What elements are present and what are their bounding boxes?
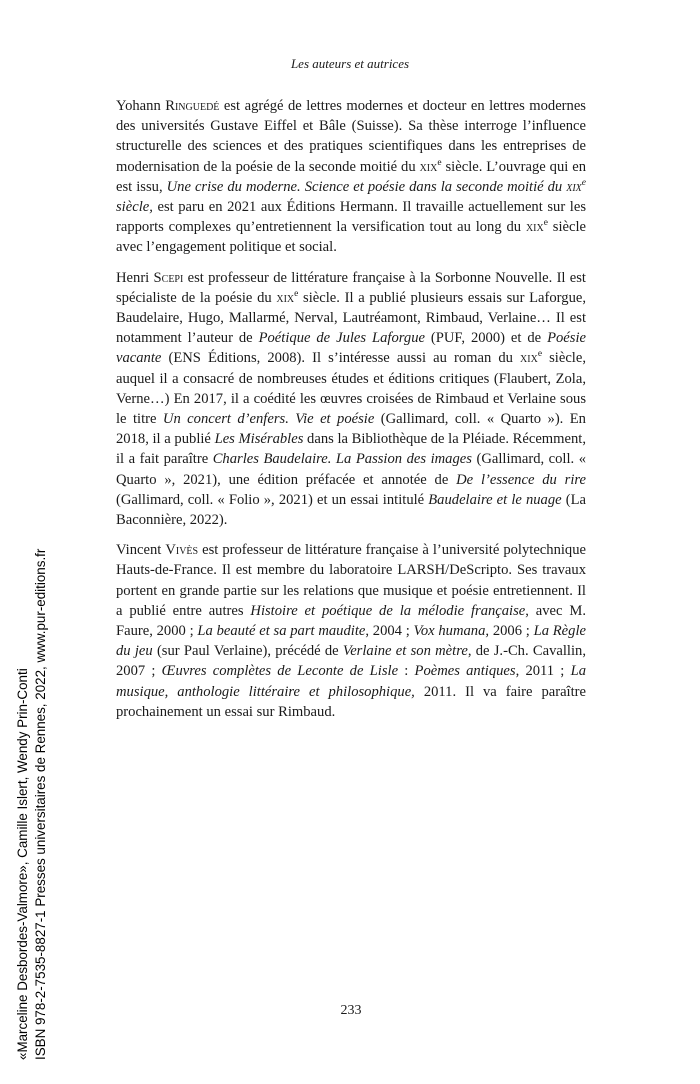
bio-vives <box>116 540 586 722</box>
book-title: Poésie vacante <box>116 330 586 367</box>
bio-scepi <box>116 268 586 531</box>
running-head: Les auteurs et autrices <box>290 56 410 71</box>
bio-text: siècle avec l’engagement politique et social. <box>116 219 587 256</box>
bio-text: est professeur de littérature française à la Sorbonne Nouvelle. Il est spécialiste de la poésie du <box>116 269 586 306</box>
book-title: Verlaine et son mètre <box>342 643 468 660</box>
author-last-name: Vivès <box>165 542 199 559</box>
bio-text: (Gallimard, coll. « Quarto », 2021), une édition préfacée et annotée de <box>116 451 587 488</box>
bio-text: , 2011 ; <box>515 663 571 680</box>
bio-text: (ENS Éditions, 2008). Il s’intéresse aussi au roman du <box>161 350 521 367</box>
copyright-sidebar <box>14 490 74 1060</box>
bio-text: : <box>398 663 415 680</box>
book-title: Charles Baudelaire. La Passion des images <box>212 451 472 468</box>
book-title: Les Misérables <box>214 431 304 448</box>
bio-text: (PUF, 2000) et de <box>424 330 548 347</box>
century-exponent: e <box>437 157 442 168</box>
page-body <box>116 96 586 732</box>
century-numeral: xix <box>566 178 582 195</box>
book-title: Baudelaire et le nuage <box>428 491 562 508</box>
bio-ringuede <box>116 96 586 258</box>
century-exponent: e <box>537 349 543 360</box>
author-last-name: Ringuedé <box>165 98 220 114</box>
century-numeral: xix <box>520 350 538 367</box>
bio-text: 2011. Il va faire paraître prochainement un essai sur Rimbaud. <box>116 683 586 720</box>
book-title: Un concert d’enfers. Vie et poésie <box>162 411 375 428</box>
author-last-name: Scepi <box>153 269 184 286</box>
bio-text: est paru en 2021 aux Éditions Hermann. Il travaille actuellement sur les rapports complexes qu’entretiennent la versification tout au long du <box>116 199 586 236</box>
century-numeral: xix <box>419 158 438 175</box>
bio-text: est agrégé de lettres modernes et docteur en lettres modernes des universités Gustave Eiffel et Bâle (Suisse). Sa thèse interroge l’influence structurelle des sciences et des pratiques scientifiques dans les entreprises de modernisation de la poésie de la seconde moitié du <box>116 98 586 175</box>
book-title: Histoire et poétique de la mélodie française <box>250 602 526 619</box>
book-title: De l’essence du rire <box>456 471 586 488</box>
bio-text: (Gallimard, coll. « Folio », 2021) et un essai intitulé <box>116 491 429 508</box>
bio-text: siècle. Il a publié plusieurs essais sur Laforgue, Baudelaire, Hugo, Mallarmé, Nerval, Lautréamont, Rimbaud, Verlaine… Il est notamment l’auteur de <box>116 289 586 347</box>
book-title: Œuvres complètes de Leconte de Lisle <box>161 663 399 680</box>
century-numeral: xix <box>276 289 295 306</box>
bio-text: siècle. L’ouvrage qui en est issu, <box>116 158 586 195</box>
author-first-name: Yohann <box>116 98 166 114</box>
bio-text: , 2004 ; <box>365 623 414 640</box>
page-number: 233 <box>340 1003 362 1018</box>
bio-text: , avec M. Faure, 2000 ; <box>116 602 586 640</box>
book-title: Une crise du moderne. Science et poésie dans la seconde moitié du <box>166 178 567 195</box>
century-numeral: xix <box>525 219 544 236</box>
bio-text: , de J.-Ch. Cavallin, 2007 ; <box>116 643 586 680</box>
book-title: siècle, <box>116 199 153 216</box>
bio-text: est professeur de littérature française à l’université polytechnique Hauts-de-France. Il est membre du laboratoire LARSH/DeScripto. Ses travaux portent en grande partie sur les relations que musique et poésie entretiennent. Il a publié entre autres <box>116 542 587 619</box>
author-first-name: Vincent <box>116 542 166 559</box>
bio-text: siècle, auquel il a consacré de nombreuses études et éditions critiques (Flaubert, Zola, Verne…) En 2017, il a coédité les œuvres croisées de Rimbaud et Verlaine sous le titre <box>116 350 586 428</box>
author-first-name: Henri <box>116 269 154 286</box>
copyright-text <box>14 549 50 1060</box>
bio-text: dans la Bibliothèque de la Pléiade. Récemment, il a fait paraître <box>116 431 586 468</box>
book-title: La Règle du jeu <box>116 623 586 660</box>
book-title: Poétique de Jules Laforgue <box>258 330 425 347</box>
book-title: Poèmes antiques <box>414 663 516 680</box>
book-title: Vox humana, <box>413 623 490 640</box>
century-exponent: e <box>581 177 586 188</box>
bio-text: (sur Paul Verlaine), précédé de <box>152 643 343 660</box>
bio-text: (Gallimard, coll. « Quarto »). En 2018, il a publié <box>116 411 586 448</box>
copyright-line-2: ISBN 978-2-7535-8827-1 Presses universitaires de Rennes, 2022, www.pur-editions.fr <box>33 548 48 1060</box>
book-title: La musique, anthologie littéraire et philosophique, <box>116 663 586 700</box>
book-title: La beauté et sa part maudite <box>197 623 366 640</box>
century-exponent: e <box>294 288 299 299</box>
bio-text: 2006 ; <box>489 623 534 640</box>
bio-text: (La Baconnière, 2022). <box>116 491 587 529</box>
century-exponent: e <box>543 218 548 229</box>
copyright-line-1: «Marceline Desbordes-Valmore», Camille Islert, Wendy Prin-Conti <box>15 668 30 1060</box>
